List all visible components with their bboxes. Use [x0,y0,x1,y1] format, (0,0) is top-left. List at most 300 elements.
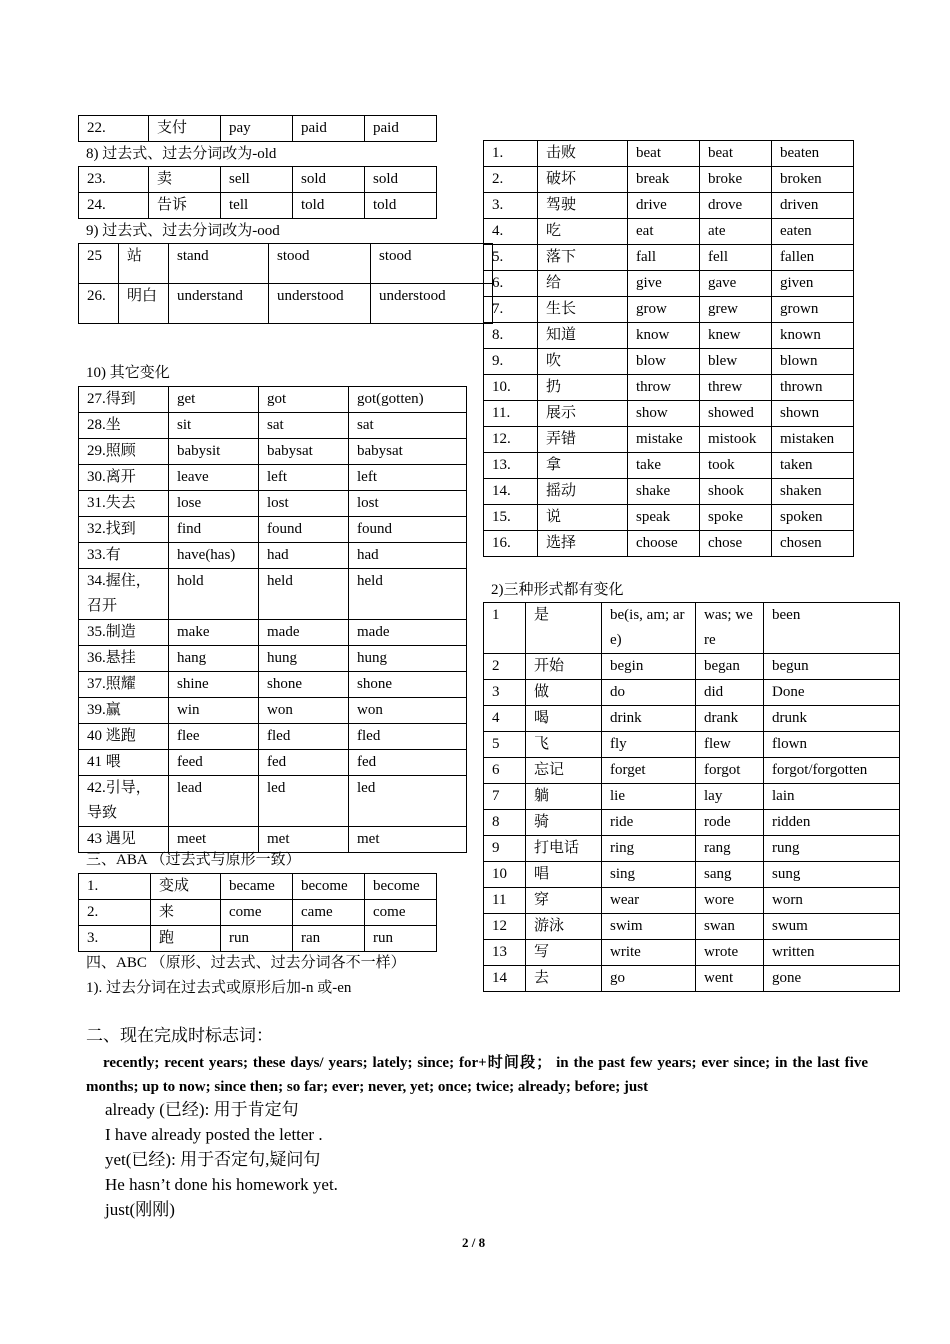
table-cell: blow [628,349,700,375]
table-row [79,284,493,324]
table-cell: 去 [526,966,602,992]
table-cell: become [365,874,437,900]
table-cell: 4. [484,219,538,245]
verb-table-pay [78,115,437,142]
table-cell: blown [772,349,854,375]
table-cell: left [349,465,467,491]
line-example-2: He hasn’t done his homework yet. [105,1175,338,1194]
table-cell: eat [628,219,700,245]
table-cell: lay [696,784,764,810]
verb-table-old [78,166,437,219]
line-already: already (已经): 用于肯定句 [105,1100,299,1119]
table-cell: know [628,323,700,349]
table-cell: pay [221,116,293,142]
table-cell: 29.照顾 [79,439,169,465]
table-cell: 25 [79,244,119,284]
table-cell: 展示 [538,401,628,427]
keyword-list: recently; recent years; these days/ years; lately; since; for+时间段； in the past few years; ever since; in the last five months; up to now; since then; so far; ever; never, yet; once; twice; already; before; just [86,1055,868,1095]
table-cell: ridden [764,810,900,836]
table-row [484,375,854,401]
table-row [484,758,900,784]
table-cell: flown [764,732,900,758]
table-cell: 破坏 [538,167,628,193]
table-ood [78,243,493,324]
table-cell: 支付 [149,116,221,142]
table-cell: met [349,827,467,853]
table-cell: chosen [772,531,854,557]
table-cell: won [349,698,467,724]
table-cell: blew [700,349,772,375]
table-cell: 说 [538,505,628,531]
table-cell: grew [700,297,772,323]
table-cell: babysat [259,439,349,465]
table-cell: 吃 [538,219,628,245]
table-row [79,116,437,142]
table-cell: 11 [484,888,526,914]
table-cell: thrown [772,375,854,401]
table-cell: sat [259,413,349,439]
table-row [79,244,493,284]
table-cell: fell [700,245,772,271]
table-cell: ring [602,836,696,862]
table-cell: eaten [772,219,854,245]
table-cell: 22. [79,116,149,142]
table-cell: had [259,543,349,569]
table-cell: became [221,874,293,900]
table-cell: 11. [484,401,538,427]
table-row [79,193,437,219]
table-cell: drank [696,706,764,732]
table-cell: 生长 [538,297,628,323]
table-cell: understood [371,284,493,324]
table-cell: 2 [484,654,526,680]
table-cell: 30.离开 [79,465,169,491]
table-cell: 6. [484,271,538,297]
table-cell: grow [628,297,700,323]
table-cell: 驾驶 [538,193,628,219]
table-cell: shone [349,672,467,698]
table-cell: 24. [79,193,149,219]
table-row [484,654,900,680]
table-cell: 是 [526,603,602,654]
table-cell: began [696,654,764,680]
table-cell: shook [700,479,772,505]
table-cell: rode [696,810,764,836]
table-cell: did [696,680,764,706]
table-cell: become [293,874,365,900]
table-cell: mistaken [772,427,854,453]
table-cell: 31.失去 [79,491,169,517]
table-row [79,439,467,465]
table-cell: 飞 [526,732,602,758]
table-cell: lose [169,491,259,517]
table-cell: begun [764,654,900,680]
page-number: 2 / 8 [462,1235,486,1250]
table-cell: had [349,543,467,569]
table-cell: 14 [484,966,526,992]
table-row [484,245,854,271]
table-cell: told [365,193,437,219]
table-cell: 摇动 [538,479,628,505]
table-aba [78,873,437,952]
table-cell: 13. [484,453,538,479]
table-cell: hang [169,646,259,672]
table-row [484,167,854,193]
table-cell: showed [700,401,772,427]
table-cell: 来 [151,900,221,926]
table-row [79,724,467,750]
table-cell: leave [169,465,259,491]
table-cell: 躺 [526,784,602,810]
table-cell: 卖 [149,167,221,193]
table-cell: sang [696,862,764,888]
table-cell: left [259,465,349,491]
table-cell: took [700,453,772,479]
table-cell: take [628,453,700,479]
table-cell: 选择 [538,531,628,557]
table-cell: threw [700,375,772,401]
table-cell: tell [221,193,293,219]
table-cell: drove [700,193,772,219]
table-row [79,900,437,926]
table-cell: 做 [526,680,602,706]
table-cell: 9. [484,349,538,375]
table-cell: 1. [79,874,151,900]
table-cell: been [764,603,900,654]
table-cell: 4 [484,706,526,732]
table-cell: 27.得到 [79,387,169,413]
table-cell: broken [772,167,854,193]
verb-table-all-change [483,602,900,992]
table-cell: 1. [484,141,538,167]
table-cell: be(is, am; are) [602,603,696,654]
table-cell: 穿 [526,888,602,914]
table-cell: show [628,401,700,427]
table-row [79,491,467,517]
table-cell: 打电话 [526,836,602,862]
table-cell: drive [628,193,700,219]
table-row [484,323,854,349]
table-cell: 5 [484,732,526,758]
table-cell: 16. [484,531,538,557]
table-row [79,776,467,827]
table-cell: 7 [484,784,526,810]
table-cell: spoke [700,505,772,531]
table-cell: 5. [484,245,538,271]
table-cell: gave [700,271,772,297]
table-cell: got [259,387,349,413]
table-cell: run [221,926,293,952]
table-cell: 15. [484,505,538,531]
table-cell: make [169,620,259,646]
table-cell: 骑 [526,810,602,836]
table-cell: 喝 [526,706,602,732]
table-cell: lost [349,491,467,517]
table-cell: rang [696,836,764,862]
table-cell: 给 [538,271,628,297]
table-cell: 唱 [526,862,602,888]
table-cell: swim [602,914,696,940]
table-cell: was; were [696,603,764,654]
table-cell: feed [169,750,259,776]
table-cell: 23. [79,167,149,193]
table-cell: lie [602,784,696,810]
table-cell: 10 [484,862,526,888]
table-cell: beat [700,141,772,167]
table-row [484,914,900,940]
table-cell: wrote [696,940,764,966]
table-cell: 告诉 [149,193,221,219]
table-cell: 扔 [538,375,628,401]
table-row [484,479,854,505]
table-row [484,836,900,862]
table-cell: 吹 [538,349,628,375]
table-cell: forget [602,758,696,784]
table-cell: told [293,193,365,219]
table-row [79,874,437,900]
table-cell: won [259,698,349,724]
heading-abc: 四、ABC （原形、过去式、过去分词各不一样） [86,955,406,971]
table-cell: 37.照耀 [79,672,169,698]
table-row [484,505,854,531]
table-row [484,966,900,992]
table-cell: made [259,620,349,646]
table-cell: 落下 [538,245,628,271]
table-row [484,706,900,732]
table-cell: rung [764,836,900,862]
table-cell: babysit [169,439,259,465]
heading-all-change: 2)三种形式都有变化 [491,582,624,598]
table-row [79,672,467,698]
heading-abc-1: 1). 过去分词在过去式或原形后加-n 或-en [86,980,352,996]
table-cell: understood [269,284,371,324]
table-cell: 拿 [538,453,628,479]
table-cell: 34.握住，召开 [79,569,169,620]
table-old [78,166,437,219]
table-cell: throw [628,375,700,401]
verb-table-other [78,386,467,853]
table-cell: got(gotten) [349,387,467,413]
table-cell: found [349,517,467,543]
table-cell: 9 [484,836,526,862]
table-cell: stand [169,244,269,284]
table-cell: fed [349,750,467,776]
table-cell: fed [259,750,349,776]
table-cell: write [602,940,696,966]
heading-other: 10) 其它变化 [86,365,170,381]
table-cell: came [293,900,365,926]
table-cell: come [221,900,293,926]
table-cell: 跑 [151,926,221,952]
table-row [484,401,854,427]
table-cell: paid [365,116,437,142]
table-row [484,193,854,219]
table-cell: forgot [696,758,764,784]
table-row [79,620,467,646]
table-cell: drunk [764,706,900,732]
table-cell: shone [259,672,349,698]
table-cell: wore [696,888,764,914]
table-cell: held [259,569,349,620]
table-cell: go [602,966,696,992]
table-cell: 32.找到 [79,517,169,543]
table-row [484,810,900,836]
verb-table-ood [78,243,493,324]
table-cell: broke [700,167,772,193]
table-cell: understand [169,284,269,324]
table-cell: hung [259,646,349,672]
table-cell: 8. [484,323,538,349]
table-cell: 2. [484,167,538,193]
table-cell: taken [772,453,854,479]
table-cell: stood [371,244,493,284]
table-cell: speak [628,505,700,531]
table-cell: 43 遇见 [79,827,169,853]
heading-aba: 三、ABA （过去式与原形一致） [86,852,301,868]
table-cell: 26. [79,284,119,324]
table-cell: 12. [484,427,538,453]
table-row [484,862,900,888]
table-cell: shake [628,479,700,505]
table-cell: chose [700,531,772,557]
table-cell: lost [259,491,349,517]
table-cell: 10. [484,375,538,401]
table-row [484,784,900,810]
table-cell: shown [772,401,854,427]
table-cell: driven [772,193,854,219]
table-row [79,543,467,569]
table-cell: grown [772,297,854,323]
table-cell: stood [269,244,371,284]
table-cell: fled [259,724,349,750]
table-cell: fled [349,724,467,750]
table-row [79,698,467,724]
table-row [79,750,467,776]
table-cell: sit [169,413,259,439]
table-row [484,732,900,758]
table-cell: come [365,900,437,926]
table-cell: sat [349,413,467,439]
table-cell: break [628,167,700,193]
table-en [483,140,854,557]
line-just: just(刚刚) [105,1200,175,1219]
table-row [79,413,467,439]
table-cell: 开始 [526,654,602,680]
table-cell: ride [602,810,696,836]
table-cell: ran [293,926,365,952]
table-all-change [483,602,900,992]
table-cell: 33.有 [79,543,169,569]
heading-ood: 9) 过去式、过去分词改为-ood [86,223,280,239]
table-cell: 6 [484,758,526,784]
table-row [79,517,467,543]
table-cell: 12 [484,914,526,940]
table-cell: find [169,517,259,543]
table-cell: 击败 [538,141,628,167]
table-other [78,386,467,853]
table-row [484,531,854,557]
table-cell: spoken [772,505,854,531]
table-row [484,940,900,966]
table-cell: worn [764,888,900,914]
table-row [484,680,900,706]
table-cell: do [602,680,696,706]
table-cell: shaken [772,479,854,505]
table-cell: have(has) [169,543,259,569]
table-cell: sold [365,167,437,193]
table-cell: mistook [700,427,772,453]
table-cell: choose [628,531,700,557]
table-cell: fall [628,245,700,271]
table-cell: win [169,698,259,724]
table-cell: 40 逃跑 [79,724,169,750]
table-cell: 7. [484,297,538,323]
table-cell: 明白 [119,284,169,324]
table-row [484,888,900,914]
verb-table-en [483,140,854,557]
table-cell: 42.引导，导致 [79,776,169,827]
table-cell: 28.坐 [79,413,169,439]
table-row [79,167,437,193]
table-row [79,646,467,672]
table-cell: 3. [484,193,538,219]
table-cell: wear [602,888,696,914]
table-cell: fallen [772,245,854,271]
table-cell: 站 [119,244,169,284]
line-yet: yet(已经): 用于否定句,疑问句 [105,1150,321,1169]
table-cell: 游泳 [526,914,602,940]
table-cell: sung [764,862,900,888]
table-cell: 变成 [151,874,221,900]
table-cell: 写 [526,940,602,966]
table-cell: made [349,620,467,646]
table-cell: 39.赢 [79,698,169,724]
table-cell: 3 [484,680,526,706]
table-cell: lead [169,776,259,827]
table-cell: gone [764,966,900,992]
table-row [484,141,854,167]
table-cell: knew [700,323,772,349]
table-cell: run [365,926,437,952]
table-cell: sell [221,167,293,193]
table-cell: begin [602,654,696,680]
table-cell: led [259,776,349,827]
table-cell: written [764,940,900,966]
table-cell: 41 喂 [79,750,169,776]
table-cell: 3. [79,926,151,952]
table-cell: beat [628,141,700,167]
table-row [79,387,467,413]
table-cell: sold [293,167,365,193]
table-cell: 8 [484,810,526,836]
table-cell: 2. [79,900,151,926]
table-cell: fly [602,732,696,758]
table-cell: went [696,966,764,992]
table-row [484,271,854,297]
table-cell: swan [696,914,764,940]
heading-old: 8) 过去式、过去分词改为-old [86,146,277,162]
table-cell: 13 [484,940,526,966]
table-cell: hung [349,646,467,672]
table-cell: given [772,271,854,297]
table-row [484,297,854,323]
table-cell: flew [696,732,764,758]
table-cell: 14. [484,479,538,505]
table-cell: met [259,827,349,853]
table-cell: swum [764,914,900,940]
table-cell: 35.制造 [79,620,169,646]
table-cell: lain [764,784,900,810]
